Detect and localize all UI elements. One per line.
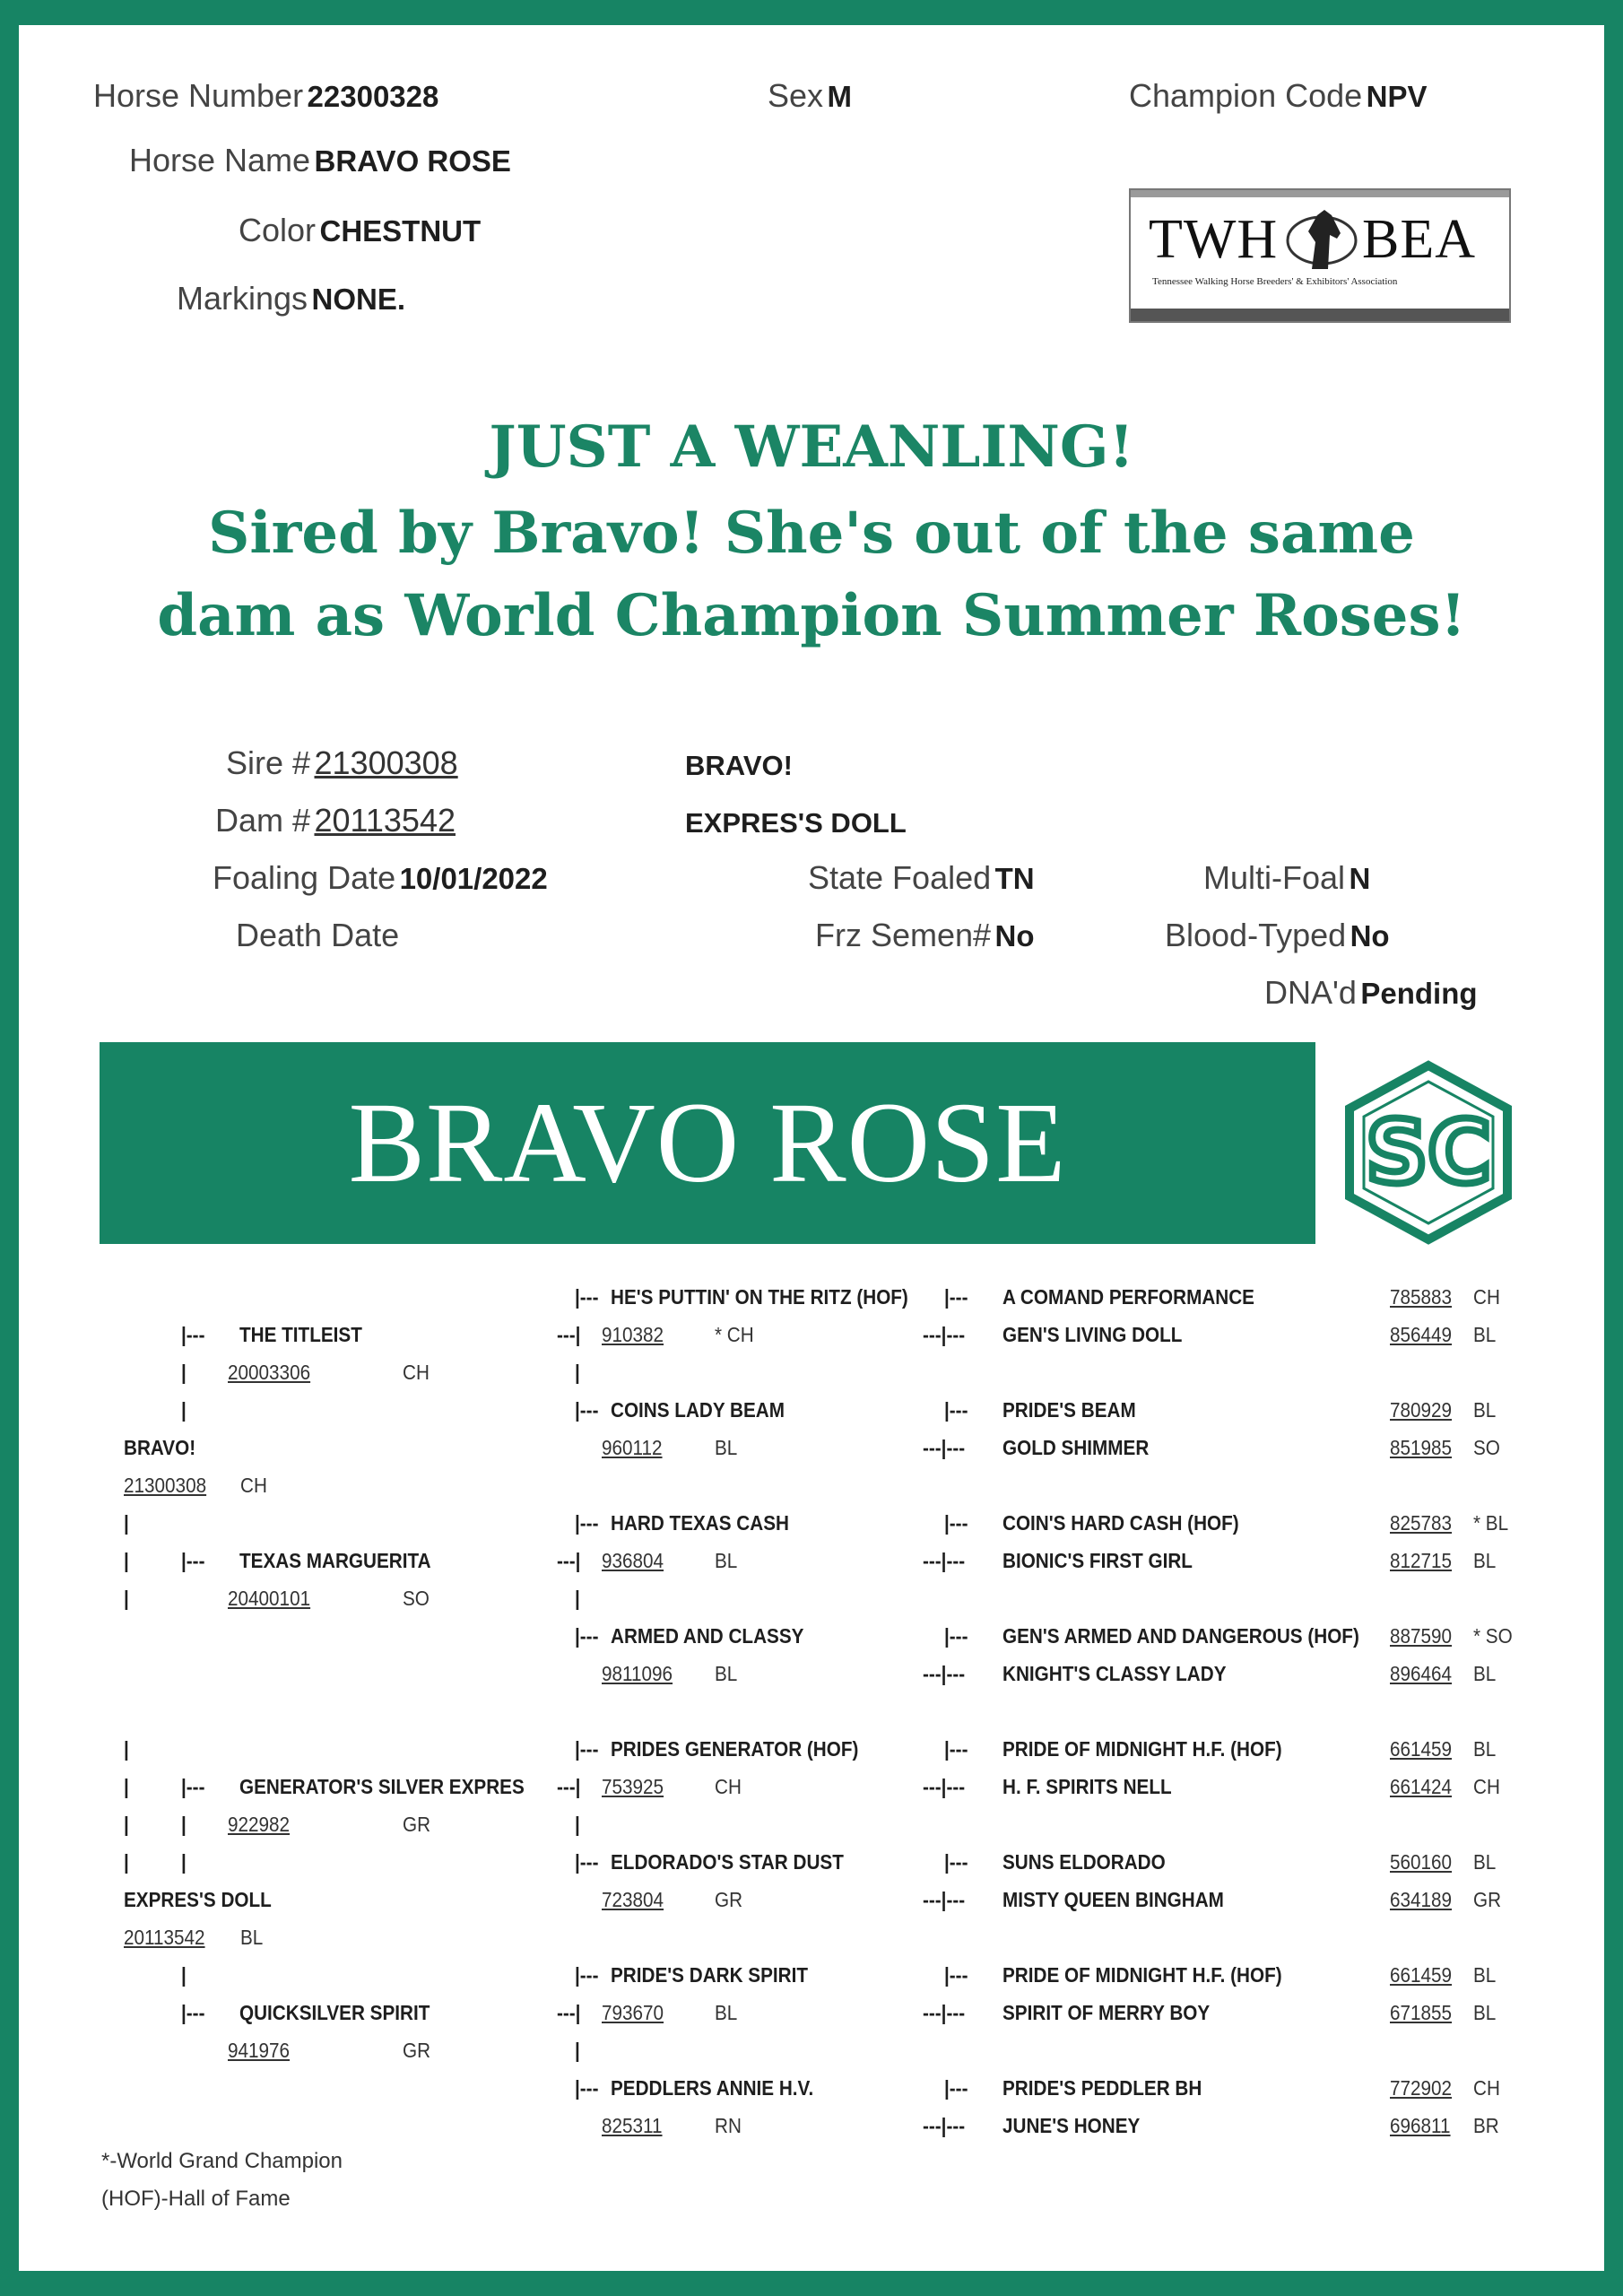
pedigree-connector: |--- (575, 2076, 599, 2100)
pedigree-connector: |--- (575, 1737, 599, 1761)
headline-line-3: dam as World Champion Summer Roses! (157, 582, 1466, 649)
champion-code-value: NPV (1366, 80, 1428, 113)
pedigree-g2-number-link[interactable]: 20003306 (228, 1361, 311, 1384)
pedigree-g2-color: SO (403, 1587, 430, 1610)
pedigree-connector: |--- (181, 1323, 205, 1346)
pedigree-connector: ---| (557, 1549, 581, 1572)
pedigree-connector: | (181, 1361, 187, 1384)
pedigree-g2-name: QUICKSILVER SPIRIT (239, 2001, 430, 2024)
state-foaled-row (808, 859, 1035, 897)
pedigree-g4-color: BL (1473, 1850, 1497, 1874)
pedigree-g4-number-link[interactable]: 661424 (1390, 1775, 1453, 1798)
pedigree-g4-name: MISTY QUEEN BINGHAM (1002, 1888, 1224, 1911)
pedigree-g4-number-link[interactable]: 856449 (1390, 1323, 1453, 1346)
pedigree-g4-color: * BL (1473, 1511, 1509, 1535)
sc-logo-text: SC (1366, 1102, 1491, 1203)
color-label: Color (239, 212, 317, 248)
horse-name-value: BRAVO ROSE (314, 144, 511, 178)
pedigree-g4-number-link[interactable]: 661459 (1390, 1963, 1453, 1987)
pedigree-g4-name: SUNS ELDORADO (1002, 1850, 1166, 1874)
blood-typed-label: Blood-Typed (1165, 917, 1347, 953)
dam-name: EXPRES'S DOLL (685, 807, 907, 839)
pedigree-connector: |--- (575, 1963, 599, 1987)
pedigree-connector: | (124, 1549, 129, 1572)
pedigree-g4-name: PRIDE'S BEAM (1002, 1398, 1136, 1422)
pedigree-connector: ---|--- (923, 2001, 966, 2024)
pedigree-g4-number-link[interactable]: 780929 (1390, 1398, 1453, 1422)
pedigree-connector: ---| (557, 1775, 581, 1798)
horse-number-value: 22300328 (307, 80, 439, 113)
pedigree-g4-number-link[interactable]: 772902 (1390, 2076, 1453, 2100)
pedigree-g3-name: PRIDES GENERATOR (HOF) (611, 1737, 859, 1761)
pedigree-g3-number-link[interactable]: 825311 (602, 2114, 663, 2137)
pedigree-connector: |--- (575, 1511, 599, 1535)
dam-label: Dam # (215, 802, 311, 839)
pedigree-connector: ---|--- (923, 1549, 966, 1572)
twhbea-logo (1129, 188, 1511, 323)
pedigree-g3-color: CH (715, 1775, 742, 1798)
pedigree-g4-color: * SO (1473, 1624, 1513, 1648)
pedigree-g3-number-link[interactable]: 723804 (602, 1888, 664, 1911)
pedigree-g1-color: CH (240, 1474, 267, 1497)
pedigree-g4-name: GEN'S ARMED AND DANGEROUS (HOF) (1002, 1624, 1359, 1648)
pedigree-connector: |--- (181, 1549, 205, 1572)
champion-code-row (1129, 77, 1427, 115)
pedigree-connector: | (181, 1963, 187, 1987)
pedigree-g1-number-link[interactable]: 21300308 (124, 1474, 207, 1497)
pedigree-g4-name: H. F. SPIRITS NELL (1002, 1775, 1172, 1798)
pedigree-g3-name: HARD TEXAS CASH (611, 1511, 789, 1535)
pedigree-connector: |--- (944, 1285, 968, 1309)
pedigree-g2-name: GENERATOR'S SILVER EXPRES (239, 1775, 525, 1798)
pedigree-g4-color: CH (1473, 2076, 1500, 2100)
pedigree-g2-color: CH (403, 1361, 430, 1384)
pedigree-g4-name: GEN'S LIVING DOLL (1002, 1323, 1183, 1346)
pedigree-connector: |--- (181, 2001, 205, 2024)
dam-row (215, 802, 456, 839)
sire-number-link[interactable]: 21300308 (314, 744, 458, 781)
pedigree-g4-number-link[interactable]: 671855 (1390, 2001, 1453, 2024)
pedigree-connector: ---|--- (923, 1662, 966, 1685)
name-banner (100, 1042, 1315, 1244)
markings-row (177, 280, 405, 317)
pedigree-g3-name: PRIDE'S DARK SPIRIT (611, 1963, 809, 1987)
pedigree-g2-number-link[interactable]: 20400101 (228, 1587, 311, 1610)
pedigree-g2-number-link[interactable]: 922982 (228, 1813, 291, 1836)
pedigree-g4-name: BIONIC'S FIRST GIRL (1002, 1549, 1193, 1572)
pedigree-connector: | (181, 1850, 187, 1874)
sire-name: BRAVO! (685, 750, 793, 781)
dna-row (1264, 974, 1478, 1012)
pedigree-g3-number-link[interactable]: 9811096 (602, 1662, 673, 1685)
pedigree-g3-color: BL (715, 1436, 738, 1459)
legend-world-grand-champion: *-World Grand Champion (101, 2149, 343, 2173)
pedigree-g2-color: GR (403, 2039, 431, 2062)
color-value: CHESTNUT (319, 214, 482, 248)
pedigree-connector: |--- (944, 1624, 968, 1648)
pedigree-g3-number-link[interactable]: 753925 (602, 1775, 664, 1798)
pedigree-connector: |--- (944, 1850, 968, 1874)
foaling-date-label: Foaling Date (213, 859, 396, 896)
pedigree-connector: |--- (944, 1398, 968, 1422)
pedigree-g3-number-link[interactable]: 793670 (602, 2001, 664, 2024)
pedigree-g4-name: SPIRIT OF MERRY BOY (1002, 2001, 1211, 2024)
pedigree-connector: | (575, 2039, 580, 2062)
pedigree-g4-name: PRIDE OF MIDNIGHT H.F. (HOF) (1002, 1963, 1282, 1987)
pedigree-connector: |--- (944, 2076, 968, 2100)
pedigree-connector: |--- (944, 1737, 968, 1761)
pedigree-g4-name: COIN'S HARD CASH (HOF) (1002, 1511, 1239, 1535)
pedigree-g3-name: HE'S PUTTIN' ON THE RITZ (HOF) (611, 1285, 908, 1309)
pedigree-connector: | (124, 1737, 129, 1761)
pedigree-connector: | (124, 1511, 129, 1535)
pedigree-g3-name: ELDORADO'S STAR DUST (611, 1850, 844, 1874)
pedigree-connector: | (124, 1775, 129, 1798)
pedigree-g3-color: RN (715, 2114, 742, 2137)
foaling-date-value: 10/01/2022 (399, 862, 548, 895)
pedigree-connector: | (575, 1813, 580, 1836)
pedigree-g4-number-link[interactable]: 887590 (1390, 1624, 1453, 1648)
markings-value: NONE. (311, 283, 406, 316)
twhbea-tagline: Tennessee Walking Horse Breeders' & Exhibitors' Association (1152, 276, 1398, 287)
pedigree-g1-name: BRAVO! (124, 1436, 196, 1459)
dam-number-link[interactable]: 20113542 (314, 802, 456, 839)
horse-head-icon (1285, 206, 1358, 271)
pedigree-g4-name: GOLD SHIMMER (1002, 1436, 1150, 1459)
state-foaled-label: State Foaled (808, 859, 992, 896)
pedigree-g3-color: BL (715, 1549, 738, 1572)
pedigree-g4-number-link[interactable]: 825783 (1390, 1511, 1453, 1535)
horse-name-row (129, 142, 511, 179)
sc-logo-icon (1339, 1060, 1518, 1245)
sex-value: M (827, 80, 852, 113)
pedigree-g4-number-link[interactable]: 634189 (1390, 1888, 1453, 1911)
pedigree-connector: |--- (575, 1398, 599, 1422)
pedigree-connector: |--- (181, 1775, 205, 1798)
pedigree-connector: ---|--- (923, 1888, 966, 1911)
pedigree-g2-name: TEXAS MARGUERITA (239, 1549, 431, 1572)
pedigree-g4-color: BL (1473, 1323, 1497, 1346)
pedigree-g3-color: BL (715, 2001, 738, 2024)
pedigree-connector: ---|--- (923, 2114, 966, 2137)
pedigree-g4-number-link[interactable]: 812715 (1390, 1549, 1453, 1572)
pedigree-g4-color: SO (1473, 1436, 1500, 1459)
legend-hall-of-fame: (HOF)-Hall of Fame (101, 2187, 291, 2211)
pedigree-g2-color: GR (403, 1813, 431, 1836)
pedigree-g3-number-link[interactable]: 910382 (602, 1323, 664, 1346)
pedigree-g4-color: CH (1473, 1285, 1500, 1309)
pedigree-g4-name: JUNE'S HONEY (1002, 2114, 1141, 2137)
frz-semen-label: Frz Semen# (815, 917, 992, 953)
pedigree-g3-color: BL (715, 1662, 738, 1685)
death-date-row (236, 917, 399, 954)
blood-typed-value: No (1350, 919, 1390, 952)
pedigree-g4-number-link[interactable]: 696811 (1390, 2114, 1451, 2137)
pedigree-g4-number-link[interactable]: 896464 (1390, 1662, 1453, 1685)
pedigree-g3-name: ARMED AND CLASSY (611, 1624, 804, 1648)
pedigree-connector: | (181, 1813, 187, 1836)
multi-foal-row (1203, 859, 1370, 897)
pedigree-g4-color: BL (1473, 1737, 1497, 1761)
frz-semen-row (815, 917, 1035, 954)
pedigree-g1-color: BL (240, 1926, 264, 1949)
pedigree-g4-number-link[interactable]: 560160 (1390, 1850, 1453, 1874)
pedigree-connector: | (124, 1587, 129, 1610)
pedigree-g4-color: BR (1473, 2114, 1499, 2137)
pedigree-g2-number-link[interactable]: 941976 (228, 2039, 291, 2062)
headline-line-2: Sired by Bravo! She's out of the same (208, 500, 1415, 567)
pedigree-g3-name: COINS LADY BEAM (611, 1398, 785, 1422)
state-foaled-value: TN (994, 862, 1035, 895)
pedigree-connector: |--- (944, 1963, 968, 1987)
twhbea-logo-right-text: BEA (1362, 209, 1476, 270)
dna-value: Pending (1360, 977, 1478, 1010)
pedigree-g4-name: PRIDE'S PEDDLER BH (1002, 2076, 1202, 2100)
pedigree-g4-number-link[interactable]: 851985 (1390, 1436, 1453, 1459)
color-row (239, 212, 481, 249)
pedigree-g3-color: * CH (715, 1323, 754, 1346)
blood-typed-row (1165, 917, 1390, 954)
headline-line-1: JUST A WEANLING! (489, 413, 1134, 481)
sire-row (226, 744, 458, 782)
sex-row (768, 77, 852, 115)
pedigree-connector: ---|--- (923, 1323, 966, 1346)
pedigree-g4-name: KNIGHT'S CLASSY LADY (1002, 1662, 1227, 1685)
pedigree-connector: |--- (575, 1624, 599, 1648)
pedigree-g4-number-link[interactable]: 661459 (1390, 1737, 1453, 1761)
horse-number-row (93, 77, 438, 115)
pedigree-connector: |--- (575, 1850, 599, 1874)
pedigree-g4-name: A COMAND PERFORMANCE (1002, 1285, 1254, 1309)
twhbea-logo-left-text: TWH (1149, 209, 1279, 270)
registration-sheet (19, 25, 1604, 2271)
pedigree-connector: ---|--- (923, 1775, 966, 1798)
pedigree-g4-name: PRIDE OF MIDNIGHT H.F. (HOF) (1002, 1737, 1282, 1761)
pedigree-connector: | (575, 1361, 580, 1384)
pedigree-g3-number-link[interactable]: 960112 (602, 1436, 663, 1459)
pedigree-g1-number-link[interactable]: 20113542 (124, 1926, 205, 1949)
pedigree-g1-name: EXPRES'S DOLL (124, 1888, 272, 1911)
pedigree-g4-color: GR (1473, 1888, 1502, 1911)
foaling-date-row (213, 859, 548, 897)
pedigree-connector: ---|--- (923, 1436, 966, 1459)
pedigree-g3-name: PEDDLERS ANNIE H.V. (611, 2076, 814, 2100)
horse-number-label: Horse Number (93, 77, 304, 114)
pedigree-connector: ---| (557, 2001, 581, 2024)
pedigree-g4-number-link[interactable]: 785883 (1390, 1285, 1453, 1309)
pedigree-connector: | (575, 1587, 580, 1610)
pedigree-connector: | (124, 1813, 129, 1836)
pedigree-g4-color: CH (1473, 1775, 1500, 1798)
pedigree-connector: |--- (575, 1285, 599, 1309)
pedigree-g4-color: BL (1473, 1398, 1497, 1422)
pedigree-g4-color: BL (1473, 2001, 1497, 2024)
sire-label: Sire # (226, 744, 311, 781)
pedigree-g4-color: BL (1473, 1662, 1497, 1685)
champion-code-label: Champion Code (1129, 77, 1363, 114)
multi-foal-value: N (1349, 862, 1371, 895)
pedigree-connector: |--- (944, 1511, 968, 1535)
markings-label: Markings (177, 280, 308, 317)
pedigree-g4-color: BL (1473, 1963, 1497, 1987)
death-date-label: Death Date (236, 917, 400, 953)
frz-semen-value: No (994, 919, 1035, 952)
pedigree-connector: | (124, 1850, 129, 1874)
banner-title: BRAVO ROSE (348, 1079, 1067, 1206)
pedigree-connector: ---| (557, 1323, 581, 1346)
multi-foal-label: Multi-Foal (1203, 859, 1346, 896)
pedigree-connector: | (181, 1398, 187, 1422)
pedigree-g3-number-link[interactable]: 936804 (602, 1549, 664, 1572)
pedigree-g3-color: GR (715, 1888, 743, 1911)
dna-label: DNA'd (1264, 974, 1357, 1011)
sex-label: Sex (768, 77, 824, 114)
pedigree-g4-color: BL (1473, 1549, 1497, 1572)
pedigree-g2-name: THE TITLEIST (239, 1323, 362, 1346)
horse-name-label: Horse Name (129, 142, 311, 178)
